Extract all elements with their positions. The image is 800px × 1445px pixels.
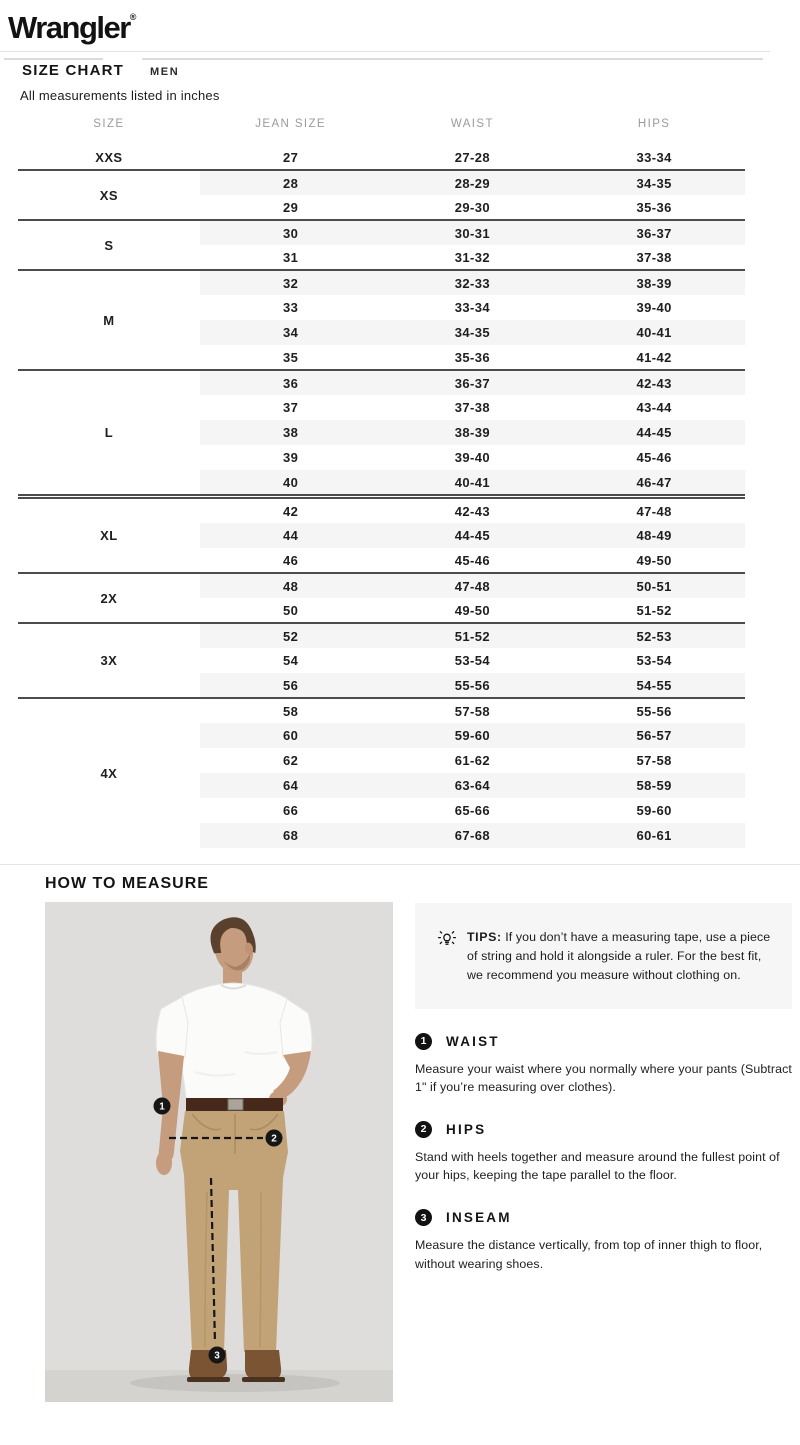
jean-size-cell: 62	[282, 753, 299, 768]
jean-size-cell: 29	[282, 199, 299, 215]
inseam-marker	[209, 1347, 226, 1364]
waist-cell: 67-68	[382, 823, 564, 848]
jean-size-cell: 44	[200, 523, 382, 548]
jean-size-cell: 37	[282, 400, 299, 415]
measurement-model-photo	[45, 902, 393, 1402]
waist-cell: 51-52	[382, 623, 564, 648]
jean-size-cell: 64	[200, 773, 382, 798]
size-group-label: XS	[18, 170, 200, 220]
waist-cell: 27-28	[454, 149, 490, 165]
hips-cell: 50-51	[563, 573, 745, 598]
how-to-measure-section	[0, 902, 800, 1404]
hips-cell: 58-59	[563, 773, 745, 798]
size-group-label: 2X	[18, 573, 200, 623]
waist-cell: 32-33	[382, 270, 564, 295]
waist-cell: 30-31	[382, 220, 564, 245]
jean-size-cell: 31	[282, 249, 299, 265]
hips-cell: 52-53	[563, 623, 745, 648]
tab-underline-right	[142, 58, 763, 60]
tab-men[interactable]: MEN	[150, 66, 180, 78]
step-waist-title: WAIST	[446, 1033, 500, 1049]
jean-size-cell: 28	[200, 170, 382, 195]
hips-cell: 57-58	[636, 753, 672, 768]
col-header-jean-size: JEAN SIZE	[255, 118, 326, 130]
hips-cell: 51-52	[636, 602, 672, 618]
hips-cell: 37-38	[636, 249, 672, 265]
hips-cell: 41-42	[636, 349, 672, 365]
table-row	[18, 573, 745, 598]
size-group-label: S	[18, 220, 200, 270]
svg-text:1: 1	[159, 1101, 165, 1113]
how-to-measure-title: HOW TO MEASURE	[45, 875, 209, 892]
jean-size-cell: 50	[282, 602, 299, 618]
hips-cell: 40-41	[563, 320, 745, 345]
measurements-note: All measurements listed in inches	[20, 88, 220, 103]
tab-underline	[0, 52, 800, 60]
model-illustration	[45, 902, 393, 1402]
registered-mark: ®	[129, 12, 137, 22]
size-group-label: 3X	[18, 623, 200, 698]
size-group-label: XXS	[18, 145, 200, 170]
step-hips-heading	[415, 1121, 792, 1138]
waist-cell: 33-34	[454, 300, 490, 315]
tab-underline-left	[4, 58, 103, 60]
waist-cell: 29-30	[454, 199, 490, 215]
hips-cell: 49-50	[636, 552, 672, 568]
step-waist-heading	[415, 1033, 792, 1050]
table-row	[18, 370, 745, 395]
step-hips-title: HIPS	[446, 1121, 487, 1137]
jean-size-cell: 34	[200, 320, 382, 345]
tips-box	[415, 903, 792, 1009]
hips-cell: 59-60	[636, 803, 672, 818]
hips-cell: 42-43	[563, 370, 745, 395]
step-waist-description: Measure your waist where you normally where your pants (Subtract 1" if you’re measuring over clothes).	[415, 1061, 792, 1095]
hips-cell: 53-54	[636, 653, 672, 668]
step-hips	[415, 1121, 792, 1185]
hips-marker	[266, 1130, 283, 1147]
size-group-label: 4X	[18, 698, 200, 848]
wrangler-logo-text: Wrangler	[8, 10, 130, 45]
size-chart-title: SIZE CHART	[22, 62, 124, 79]
waist-cell: 35-36	[454, 349, 490, 365]
waist-cell: 47-48	[382, 573, 564, 598]
waist-cell: 38-39	[382, 420, 564, 445]
hips-cell: 34-35	[563, 170, 745, 195]
tips-body: If you don’t have a measuring tape, use a piece of string and hold it alongside a ruler. For the best fit, we recommend you measure without clothing on.	[467, 930, 771, 983]
waist-cell: 31-32	[454, 249, 490, 265]
size-group-label: L	[18, 370, 200, 495]
jean-size-cell: 39	[282, 450, 299, 465]
waist-cell: 57-58	[382, 698, 564, 723]
table-row	[18, 170, 745, 195]
hips-cell: 36-37	[563, 220, 745, 245]
jean-size-cell: 38	[200, 420, 382, 445]
hips-cell: 47-48	[636, 503, 672, 519]
step-hips-description: Stand with heels together and measure around the fullest point of your hips, keeping the tape parallel to the floor.	[415, 1149, 780, 1183]
jean-size-cell: 32	[200, 270, 382, 295]
hips-cell: 54-55	[563, 673, 745, 698]
hips-cell: 60-61	[563, 823, 745, 848]
section-divider	[0, 864, 800, 865]
jean-size-cell: 33	[282, 300, 299, 315]
step-inseam-description: Measure the distance vertically, from top of inner thigh to floor, without wearing shoes.	[415, 1238, 763, 1271]
col-header-size: SIZE	[93, 118, 125, 130]
hips-cell: 38-39	[563, 270, 745, 295]
hips-cell: 44-45	[563, 420, 745, 445]
hips-cell: 48-49	[563, 523, 745, 548]
waist-cell: 37-38	[454, 400, 490, 415]
size-table-head	[18, 109, 745, 145]
hips-cell: 55-56	[563, 698, 745, 723]
step-3-badge: 3	[415, 1209, 432, 1226]
waist-marker	[154, 1098, 171, 1115]
step-1-badge: 1	[415, 1033, 432, 1050]
size-chart-table	[18, 109, 745, 848]
waist-cell: 49-50	[454, 602, 490, 618]
jean-size-cell: 52	[200, 623, 382, 648]
table-row	[18, 498, 745, 523]
jean-size-cell: 36	[200, 370, 382, 395]
waist-cell: 36-37	[382, 370, 564, 395]
jean-size-cell: 48	[200, 573, 382, 598]
step-2-badge: 2	[415, 1121, 432, 1138]
jean-size-cell: 66	[282, 803, 299, 818]
lightbulb-icon	[437, 929, 457, 954]
hips-cell: 45-46	[636, 450, 672, 465]
waist-cell: 63-64	[382, 773, 564, 798]
tips-label: TIPS:	[467, 930, 502, 944]
waist-cell: 53-54	[454, 653, 490, 668]
table-row	[18, 145, 745, 170]
svg-text:2: 2	[271, 1133, 277, 1145]
table-row	[18, 270, 745, 295]
waist-cell: 65-66	[454, 803, 490, 818]
hips-cell: 46-47	[563, 470, 745, 495]
jean-size-cell: 35	[282, 349, 299, 365]
waist-cell: 42-43	[454, 503, 490, 519]
hips-cell: 39-40	[636, 300, 672, 315]
waist-cell: 55-56	[382, 673, 564, 698]
jean-size-cell: 30	[200, 220, 382, 245]
hips-cell: 56-57	[563, 723, 745, 748]
hips-cell: 35-36	[636, 199, 672, 215]
table-row	[18, 220, 745, 245]
col-header-hips: HIPS	[637, 118, 671, 130]
jean-size-cell: 68	[200, 823, 382, 848]
size-group-label: XL	[18, 498, 200, 573]
waist-cell: 39-40	[454, 450, 490, 465]
step-inseam-heading	[415, 1209, 792, 1226]
waist-cell: 40-41	[382, 470, 564, 495]
waist-cell: 59-60	[382, 723, 564, 748]
waist-cell: 45-46	[454, 552, 490, 568]
waist-cell: 61-62	[454, 753, 490, 768]
tips-text	[467, 928, 774, 986]
model-belt	[186, 1098, 283, 1111]
col-header-waist: WAIST	[450, 118, 494, 130]
size-group-label: M	[18, 270, 200, 370]
jean-size-cell: 56	[200, 673, 382, 698]
jean-size-cell: 27	[282, 149, 299, 165]
jean-size-cell: 54	[282, 653, 299, 668]
jean-size-cell: 58	[200, 698, 382, 723]
wrangler-logo[interactable]	[8, 10, 800, 48]
waist-cell: 28-29	[382, 170, 564, 195]
step-inseam	[415, 1209, 792, 1273]
step-waist	[415, 1033, 792, 1097]
size-table-body	[18, 145, 745, 848]
step-inseam-title: INSEAM	[446, 1210, 512, 1226]
jean-size-cell: 46	[282, 552, 299, 568]
header-row	[18, 109, 745, 145]
waist-cell: 34-35	[382, 320, 564, 345]
svg-text:3: 3	[214, 1350, 220, 1362]
size-chart-header	[0, 60, 800, 79]
measure-instructions	[415, 903, 792, 1273]
jean-size-cell: 42	[282, 503, 299, 519]
hips-cell: 33-34	[636, 149, 672, 165]
hips-cell: 43-44	[636, 400, 672, 415]
jean-size-cell: 40	[200, 470, 382, 495]
table-row	[18, 623, 745, 648]
jean-size-cell: 60	[200, 723, 382, 748]
table-row	[18, 698, 745, 723]
waist-cell: 44-45	[382, 523, 564, 548]
